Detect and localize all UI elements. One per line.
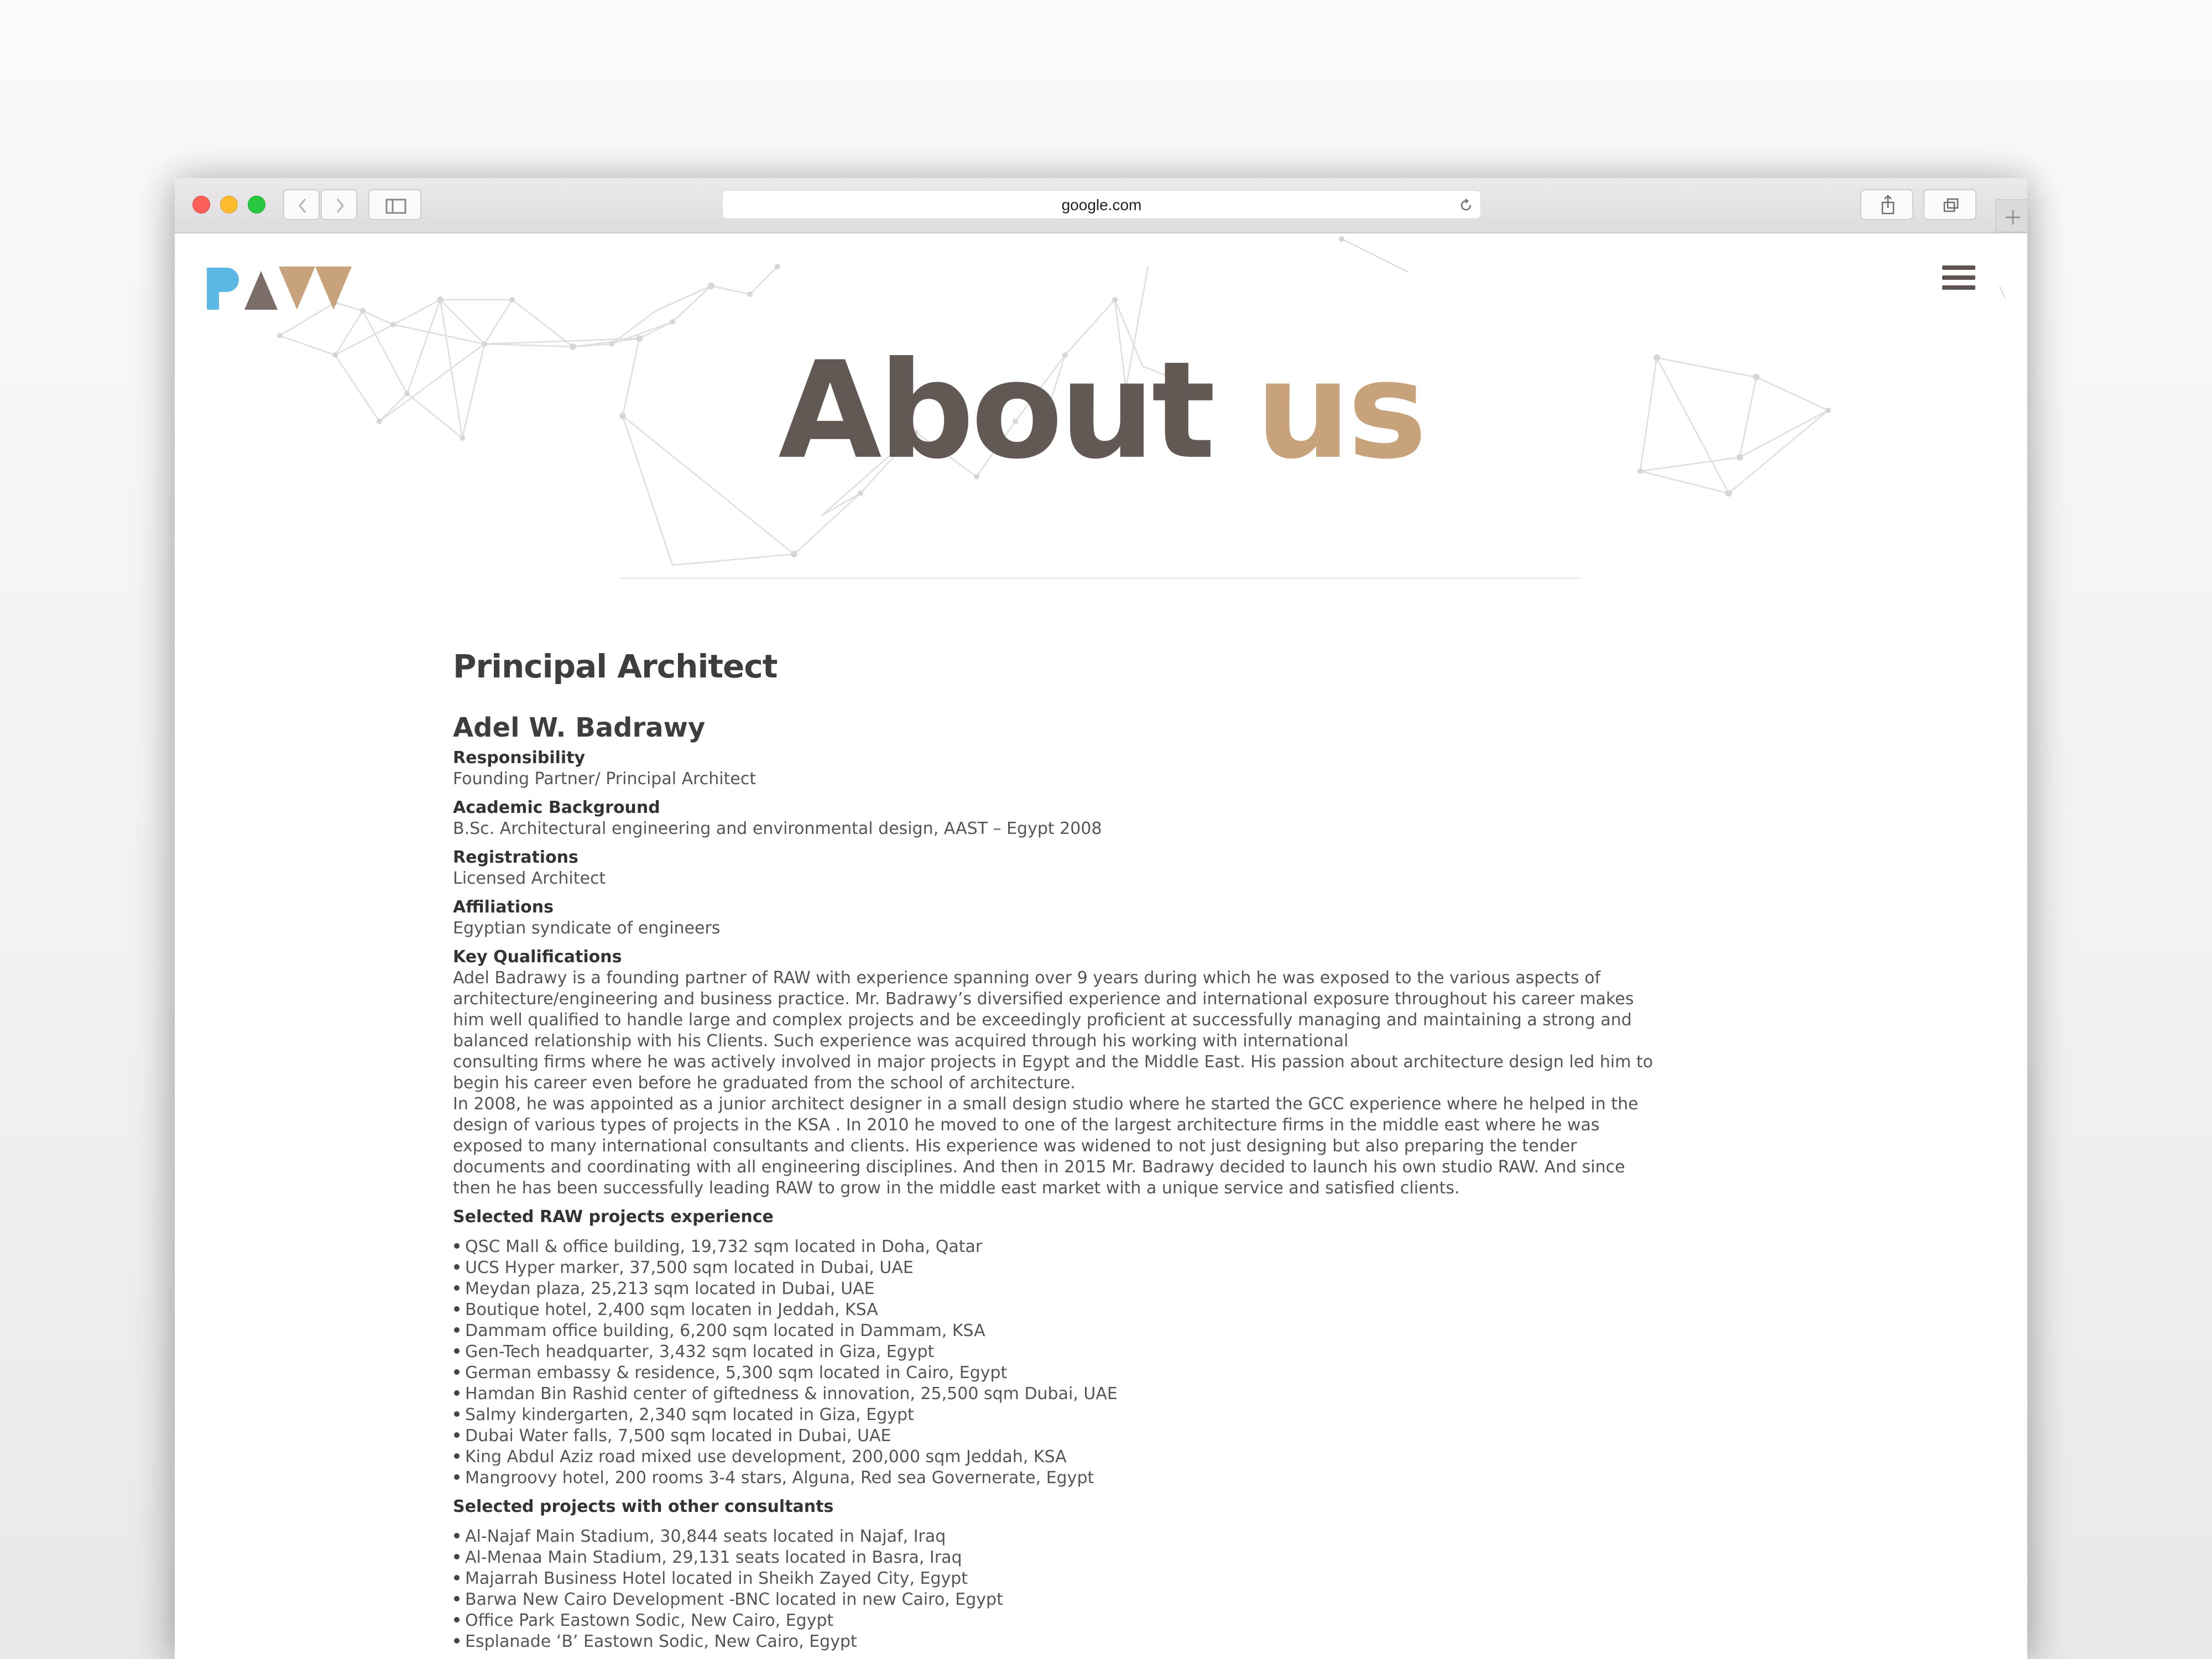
web-page xyxy=(175,233,2027,1659)
list-item-text: King Abdul Aziz road mixed use development, 200,000 sqm Jeddah, KSA xyxy=(465,1447,1067,1467)
list-item xyxy=(453,1468,1780,1489)
paragraph-line: exposed to many international consultants and clients. His experience was widened to not just designing but also preparing the tender xyxy=(453,1136,1577,1156)
list-item-text: Salmy kindergarten, 2,340 sqm located in Giza, Egypt xyxy=(465,1405,914,1425)
key-qualifications-label: Key Qualifications xyxy=(453,947,622,967)
sidebar-button[interactable] xyxy=(368,189,421,220)
forward-icon xyxy=(322,190,358,221)
list-item-text: Office Park Eastown Sodic, New Cairo, Egypt xyxy=(465,1611,834,1630)
bullet-icon xyxy=(454,1348,460,1354)
list-item xyxy=(453,1426,1780,1447)
bullet-icon xyxy=(454,1306,460,1312)
minimize-window-button[interactable] xyxy=(220,196,238,213)
field-label: Responsibility xyxy=(453,748,586,768)
bullet-icon xyxy=(454,1411,460,1417)
hero-title-word-about: About xyxy=(778,333,1213,489)
hero-divider xyxy=(620,577,1582,579)
paragraph-line: documents and coordinating with all engineering disciplines. And then in 2015 Mr. Badrawy decided to launch his own studio RAW. And since xyxy=(453,1157,1625,1177)
share-button[interactable] xyxy=(1860,189,1913,220)
list-item xyxy=(453,1258,1780,1279)
browser-window xyxy=(175,178,2027,1659)
plus-icon xyxy=(1996,200,2027,233)
back-button[interactable] xyxy=(283,189,320,220)
key-qualifications-text xyxy=(453,968,1780,1199)
list-item-text: Meydan plaza, 25,213 sqm located in Dubai, UAE xyxy=(465,1279,875,1298)
paragraph-line: consulting firms where he was actively involved in major projects in Egypt and the Middle East. His passion about architecture design led him to xyxy=(453,1052,1653,1072)
list-item xyxy=(453,1321,1780,1342)
list-item-text: German embassy & residence, 5,300 sqm located in Cairo, Egypt xyxy=(465,1363,1008,1383)
list-item-text: Hamdan Bin Rashid center of giftedness & innovation, 25,500 sqm Dubai, UAE xyxy=(465,1384,1118,1404)
list-item xyxy=(453,1342,1780,1363)
list-item-text: Dammam office building, 6,200 sqm located in Dammam, KSA xyxy=(465,1321,985,1340)
list-item-text: Boutique hotel, 2,400 sqm locaten in Jeddah, KSA xyxy=(465,1300,878,1319)
person-name: Adel W. Badrawy xyxy=(453,712,706,743)
bullet-icon xyxy=(454,1617,460,1623)
hamburger-menu-icon[interactable] xyxy=(1942,264,1978,291)
field-value: Licensed Architect xyxy=(453,869,606,888)
zoom-window-button[interactable] xyxy=(248,196,265,213)
bullet-icon xyxy=(454,1575,460,1580)
paragraph-line: him well qualified to handle large and complex projects and be exceedingly proficient at successfully managing and maintaining a strong and xyxy=(453,1010,1632,1030)
other-projects-list xyxy=(453,1526,1780,1652)
list-item-text: UCS Hyper marker, 37,500 sqm located in Dubai, UAE xyxy=(465,1258,914,1277)
tabs-overview-button[interactable] xyxy=(1923,189,1976,220)
reload-icon[interactable] xyxy=(1457,196,1475,214)
page-hero-title xyxy=(175,333,2027,489)
paragraph-line: design of various types of projects in the KSA . In 2010 he moved to one of the largest architecture firms in the middle east where he was xyxy=(453,1115,1600,1135)
field-label: Affiliations xyxy=(453,898,554,917)
section-title: Principal Architect xyxy=(453,648,778,685)
list-item xyxy=(453,1405,1780,1426)
list-item-text: Dubai Water falls, 7,500 sqm located in Dubai, UAE xyxy=(465,1426,891,1446)
paragraph-line: architecture/engineering and business practice. Mr. Badrawy’s diversified experience and international exposure throughout his career makes xyxy=(453,989,1634,1009)
bullet-icon xyxy=(454,1285,460,1291)
list-item xyxy=(453,1300,1780,1321)
list-item xyxy=(453,1589,1780,1610)
close-window-button[interactable] xyxy=(192,196,210,213)
bullet-icon xyxy=(454,1390,460,1396)
paragraph-line: In 2008, he was appointed as a junior architect designer in a small design studio where he started the GCC experience where he helped in the xyxy=(453,1094,1639,1114)
list-item xyxy=(453,1384,1780,1405)
bullet-icon xyxy=(454,1453,460,1459)
paragraph-line: then he has been successfully leading RAW to grow in the middle east market with a unique service and satisfied clients. xyxy=(453,1178,1460,1198)
tabs-overview-icon xyxy=(1924,190,1978,221)
paragraph-line: begin his career even before he graduated from the school of architecture. xyxy=(453,1073,1076,1093)
bullet-icon xyxy=(454,1369,460,1375)
raw-projects-list xyxy=(453,1237,1780,1489)
list-item xyxy=(453,1237,1780,1258)
new-tab-button[interactable] xyxy=(1995,199,2027,232)
list-item-text: Mangroovy hotel, 200 rooms 3-4 stars, Alguna, Red sea Governerate, Egypt xyxy=(465,1468,1094,1488)
profile-content xyxy=(453,645,1780,1652)
paragraph-line: balanced relationship with his Clients. Such experience was acquired through his working with international xyxy=(453,1031,1349,1051)
list-item-text: Esplanade ‘B’ Eastown Sodic, New Cairo, Egypt xyxy=(465,1632,857,1651)
paragraph-line: Adel Badrawy is a founding partner of RAW with experience spanning over 9 years during which he was exposed to the various aspects of xyxy=(453,968,1601,988)
bullet-icon xyxy=(454,1327,460,1333)
field-label: Registrations xyxy=(453,848,578,867)
address-url: google.com xyxy=(1061,196,1142,213)
list-item-text: Barwa New Cairo Development -BNC located in new Cairo, Egypt xyxy=(465,1590,1003,1609)
forward-button[interactable] xyxy=(321,189,357,220)
back-icon xyxy=(284,190,321,221)
bullet-icon xyxy=(454,1554,460,1559)
bullet-icon xyxy=(454,1432,460,1438)
field-label: Academic Background xyxy=(453,798,660,817)
raw-projects-title: Selected RAW projects experience xyxy=(453,1207,774,1227)
bullet-icon xyxy=(454,1638,460,1644)
bullet-icon xyxy=(454,1264,460,1270)
field-value: Egyptian syndicate of engineers xyxy=(453,919,721,938)
address-bar[interactable] xyxy=(722,190,1481,219)
list-item-text: Majarrah Business Hotel located in Sheikh Zayed City, Egypt xyxy=(465,1569,968,1588)
share-icon xyxy=(1861,190,1914,221)
bullet-icon xyxy=(454,1243,460,1249)
list-item-text: QSC Mall & office building, 19,732 sqm located in Doha, Qatar xyxy=(465,1237,983,1256)
profile-fields xyxy=(453,748,1780,939)
field-value: Founding Partner/ Principal Architect xyxy=(453,769,757,789)
bullet-icon xyxy=(454,1533,460,1538)
browser-toolbar xyxy=(175,178,2027,233)
hero-title-word-us: us xyxy=(1255,333,1424,489)
other-projects-title: Selected projects with other consultants xyxy=(453,1497,834,1516)
list-item xyxy=(453,1610,1780,1631)
bullet-icon xyxy=(454,1596,460,1601)
list-item xyxy=(453,1547,1780,1568)
list-item xyxy=(453,1363,1780,1384)
list-item xyxy=(453,1568,1780,1589)
bullet-icon xyxy=(454,1474,460,1480)
list-item xyxy=(453,1631,1780,1652)
list-item xyxy=(453,1526,1780,1547)
field-value: B.Sc. Architectural engineering and environmental design, AAST – Egypt 2008 xyxy=(453,819,1102,838)
list-item-text: Al-Najaf Main Stadium, 30,844 seats located in Najaf, Iraq xyxy=(465,1527,946,1546)
list-item-text: Gen-Tech headquarter, 3,432 sqm located in Giza, Egypt xyxy=(465,1342,935,1361)
sidebar-icon xyxy=(369,190,422,221)
list-item xyxy=(453,1447,1780,1468)
list-item xyxy=(453,1279,1780,1300)
raw-logo xyxy=(207,264,356,314)
list-item-text: Al-Menaa Main Stadium, 29,131 seats located in Basra, Iraq xyxy=(465,1548,962,1567)
